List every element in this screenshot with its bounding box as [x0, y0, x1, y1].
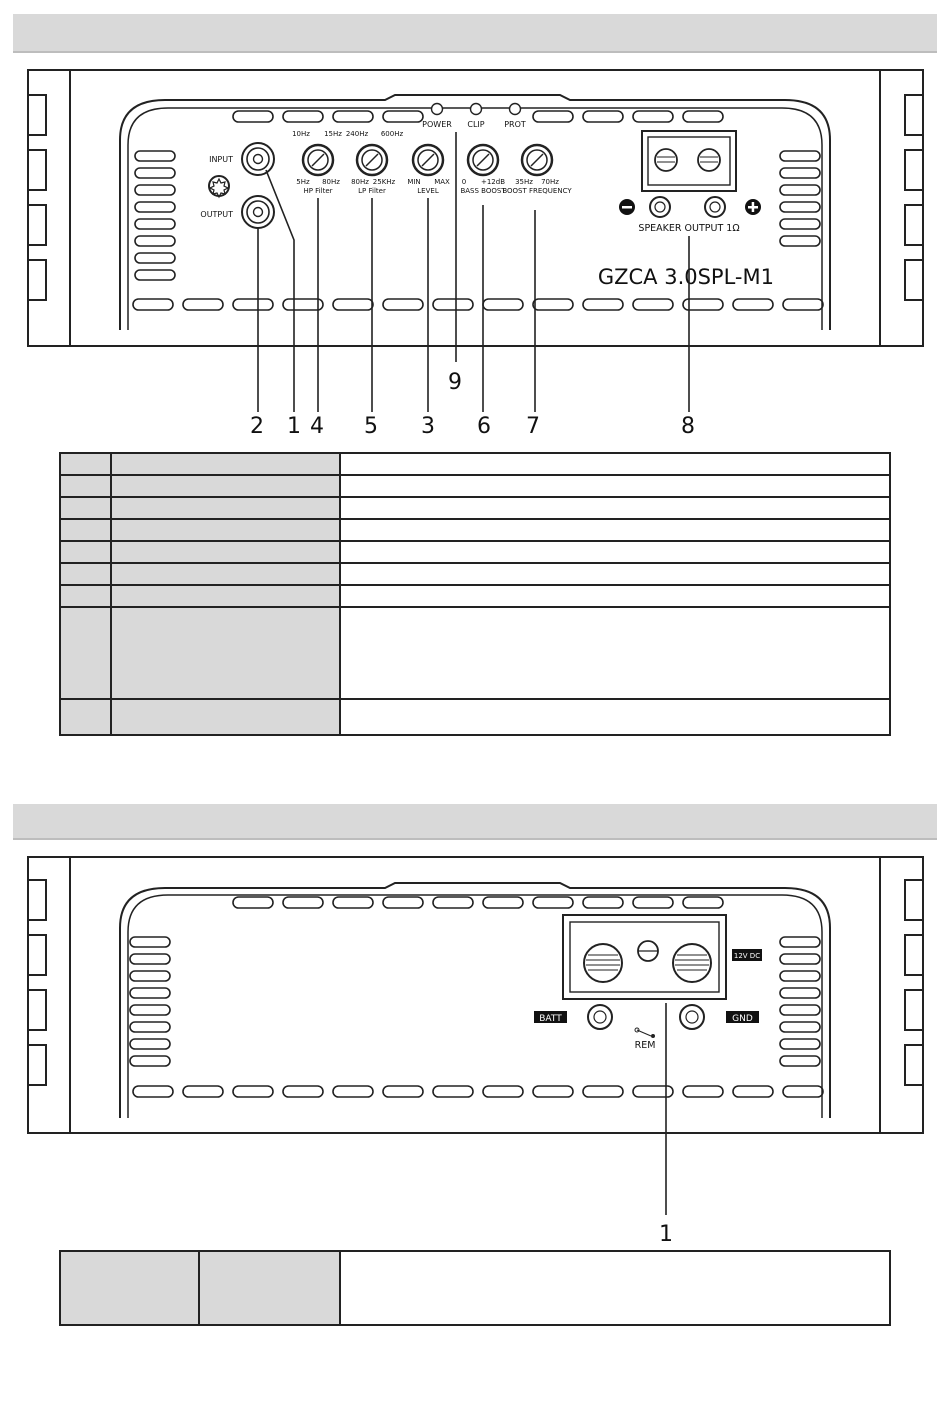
knob-name-label: LEVEL: [417, 187, 439, 195]
knob-scale-label: 240Hz: [345, 130, 369, 138]
led-label: POWER: [422, 120, 452, 129]
dc-label: 12V DC: [733, 952, 761, 960]
back-panel-diagram: [0, 850, 950, 1250]
speaker-terminal-block[interactable]: [642, 131, 736, 191]
power-terminal-block[interactable]: [563, 915, 726, 999]
knob-scale-label: MIN: [407, 178, 421, 186]
knob-name-label: BOOST FREQUENCY: [502, 187, 572, 195]
callout-number: 9: [448, 370, 462, 395]
batt-label: BATT: [539, 1014, 562, 1024]
led-label: PROT: [504, 120, 526, 129]
table-row: [60, 1251, 890, 1325]
knob-scale-label: 10Hz: [292, 130, 310, 138]
table-row: [60, 563, 890, 585]
knob-scale-label: +12dB: [480, 178, 506, 186]
section-header-band: [13, 14, 937, 53]
knob-scale-label: 35Hz: [515, 178, 533, 186]
ground-screw-icon: [209, 176, 229, 197]
table-row: [60, 453, 890, 475]
table-row: [60, 607, 890, 699]
table-row: [60, 475, 890, 497]
output-label: OUTPUT: [200, 210, 233, 219]
table-row: [60, 541, 890, 563]
rca-output-jack[interactable]: [242, 196, 274, 228]
speaker-output-label: SPEAKER OUTPUT 1Ω: [638, 223, 740, 234]
knob-hp-filter[interactable]: [303, 145, 333, 175]
knob-bass-boost[interactable]: [468, 145, 498, 175]
knob-level[interactable]: [413, 145, 443, 175]
back-panel-table: [59, 1250, 891, 1326]
callout-number: 2: [250, 414, 264, 439]
table-row: [60, 519, 890, 541]
table-row: [60, 699, 890, 735]
gnd-label: GND: [732, 1014, 753, 1024]
front-panel-table: [59, 452, 891, 736]
rca-input-jack[interactable]: [242, 143, 274, 175]
knob-lp-filter[interactable]: [357, 145, 387, 175]
front-panel-diagram: [0, 60, 950, 505]
callout-number: 3: [421, 414, 435, 439]
batt-screw-icon: [588, 1005, 612, 1029]
knob-scale-label: 15Hz: [324, 130, 342, 138]
knob-boost-frequency[interactable]: [522, 145, 552, 175]
knob-name-label: LP Filter: [358, 187, 386, 195]
rem-label: REM: [634, 1040, 656, 1051]
minus-terminal-icon: [619, 199, 635, 215]
knob-scale-label: 0: [461, 178, 467, 186]
knob-scale-label: 70Hz: [541, 178, 559, 186]
table-row: [60, 497, 890, 519]
table-row: [60, 585, 890, 607]
knob-name-label: HP Filter: [303, 187, 333, 195]
callout-number: 7: [526, 414, 540, 439]
knob-scale-label: 5Hz: [296, 178, 310, 186]
knob-scale-label: 80Hz: [351, 178, 369, 186]
knob-scale-label: 25KHz: [372, 178, 396, 186]
callout-number: 6: [477, 414, 491, 439]
section-header-band: [13, 804, 937, 840]
model-name: GZCA 3.0SPL-M1: [597, 265, 774, 289]
plus-terminal-icon: [745, 199, 761, 215]
knob-scale-label: 600Hz: [380, 130, 404, 138]
callout-number: 1: [659, 1222, 673, 1247]
knob-scale-label: 80Hz: [322, 178, 340, 186]
gnd-screw-icon: [680, 1005, 704, 1029]
input-label: INPUT: [209, 155, 233, 164]
knob-name-label: BASS BOOST: [460, 187, 506, 195]
callout-number: 1: [287, 414, 301, 439]
callout-number: 5: [364, 414, 378, 439]
callout-number: 4: [310, 414, 324, 439]
led-label: CLIP: [467, 120, 485, 129]
knob-scale-label: MAX: [434, 178, 450, 186]
callout-number: 8: [681, 414, 695, 439]
